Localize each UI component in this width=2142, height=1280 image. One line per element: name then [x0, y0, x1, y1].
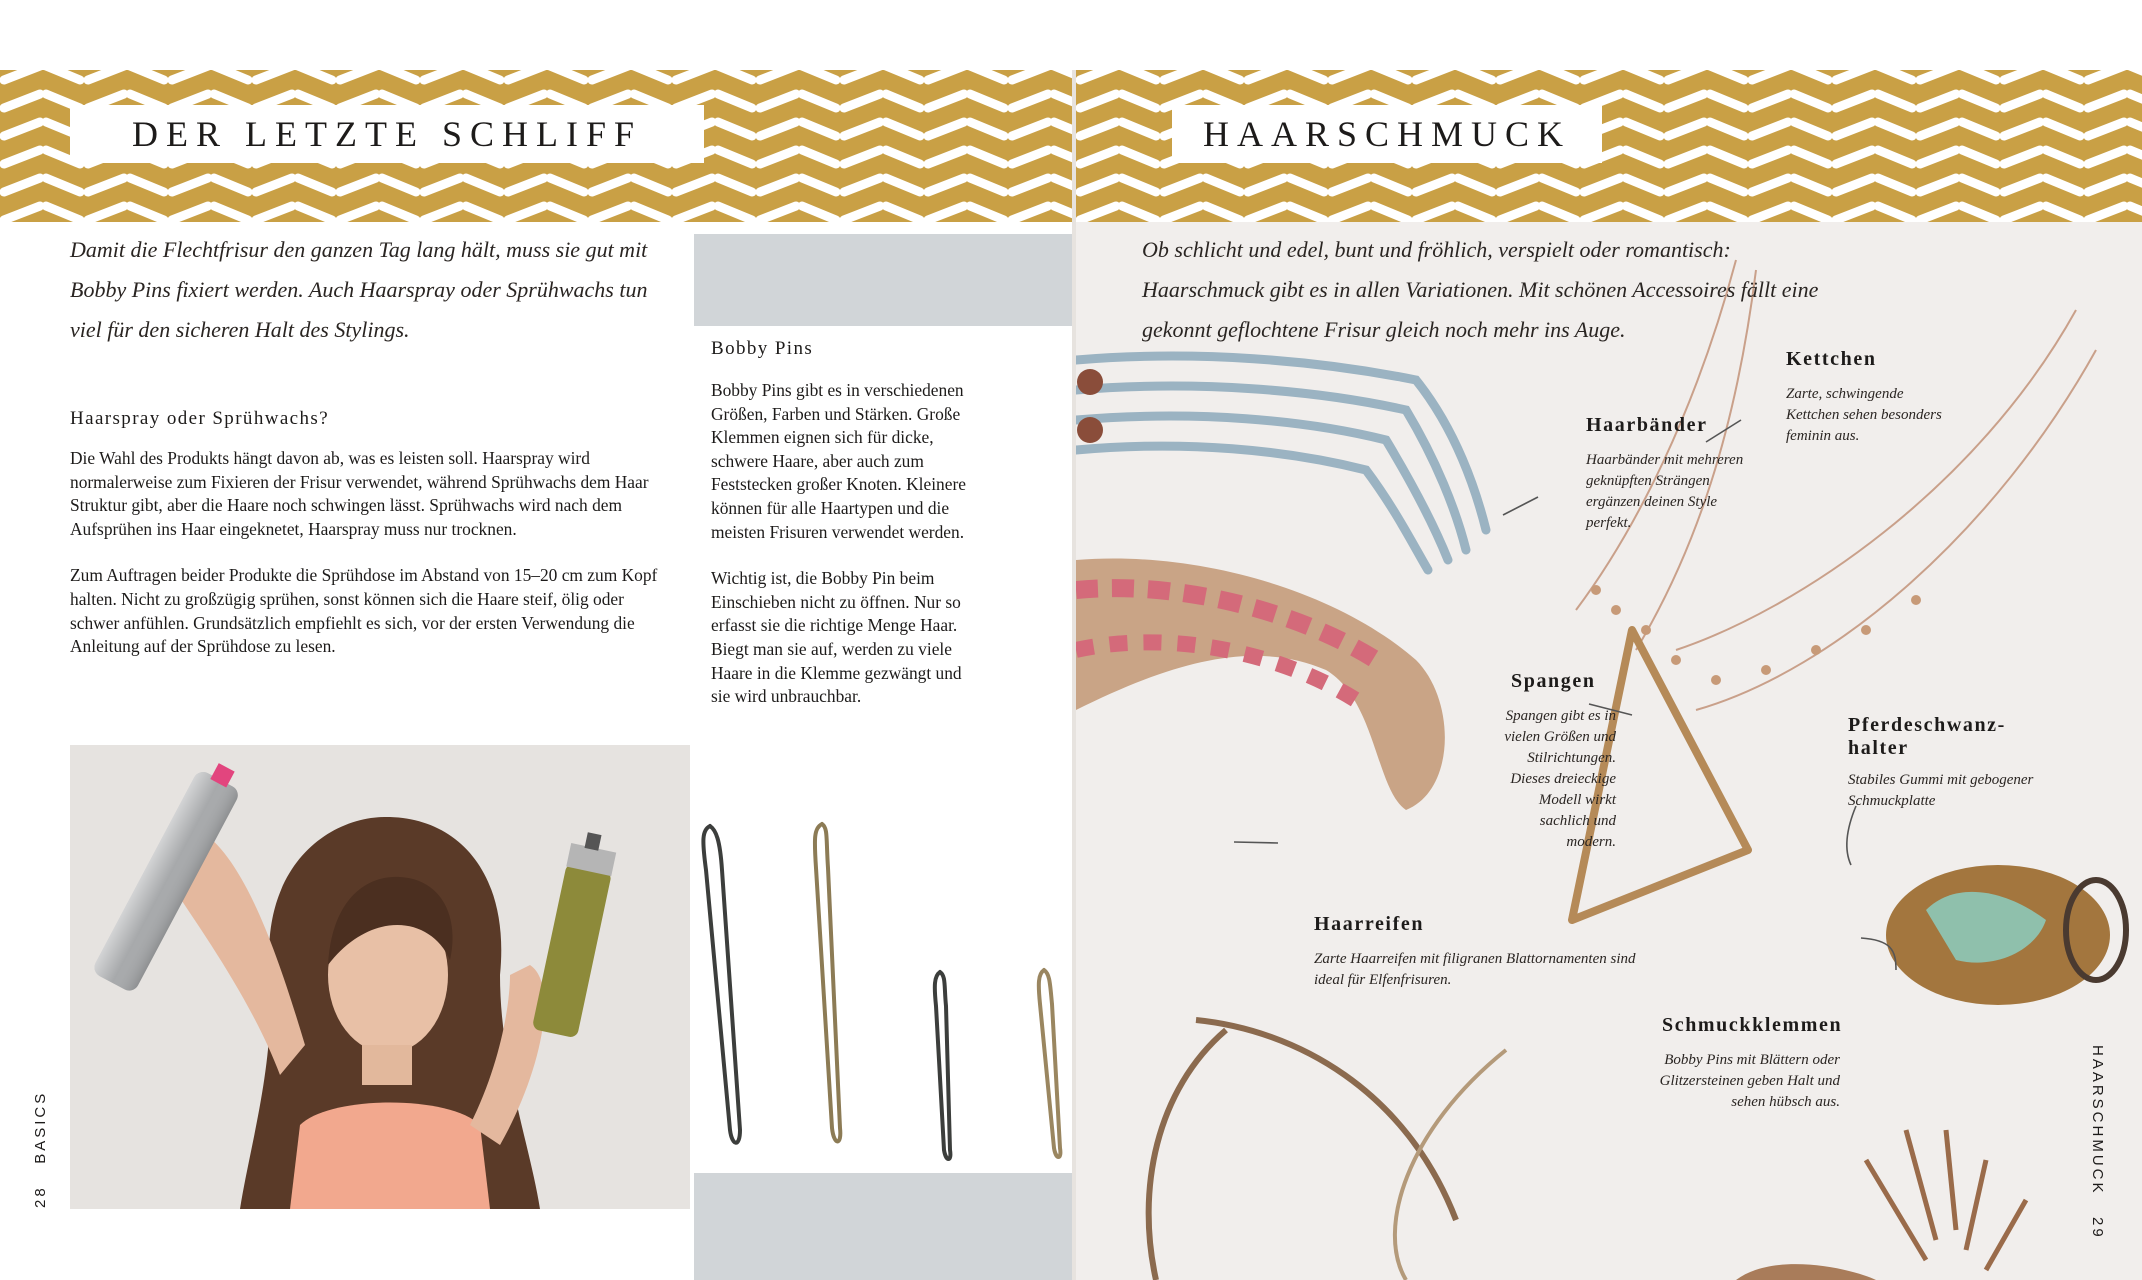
intro-text: Damit die Flechtfrisur den ganzen Tag lang hält, muss sie gut mit Bobby Pins fixiert werden. Auch Haarspray oder Sprühwachs tun viel für den sicheren Halt des Stylings.	[70, 237, 648, 342]
desc-schmuckklemmen: Bobby Pins mit Blättern oder Glitzersteinen geben Halt und sehen hübsch aus.	[1659, 1052, 1840, 1110]
body-text	[70, 447, 670, 659]
page-title: DER LETZTE SCHLIFF	[132, 114, 642, 154]
desc-spangen: Spangen gibt es in vielen Größen und Stilrichtungen. Dieses dreieckige Modell wirkt sachlich und modern.	[1504, 708, 1616, 850]
section-heading: Haarspray oder Sprühwachs?	[70, 408, 330, 429]
desc-pferdeschwanz: Stabiles Gummi mit gebogener Schmuckplatte	[1848, 772, 2034, 809]
sidebar-gray-block	[694, 234, 1072, 326]
desc-haarreifen: Zarte Haarreifen mit filigranen Blattornamenten sind ideal für Elfenfrisuren.	[1314, 951, 1636, 988]
label-spangen: Spangen	[1511, 670, 1596, 692]
bobby-pins-photo	[694, 810, 1072, 1173]
page-number: 28	[32, 1185, 49, 1208]
page-title: HAARSCHMUCK	[1202, 114, 1572, 154]
paragraph: Wichtig ist, die Bobby Pin beim Einschieben nicht zu öffnen. Nur so erfasst sie die richtige Menge Haar. Biegt man sie auf, werden zu viele Haare in die Klemme gezwängt und sie wird unbrauchbar.	[711, 568, 962, 707]
page-folio	[32, 1091, 49, 1208]
page-title-box	[1172, 105, 1602, 163]
right-page	[1076, 70, 2142, 1280]
page-number: 29	[2089, 1217, 2106, 1240]
sidebar-gray-bottom	[694, 1173, 1072, 1280]
paragraph: Die Wahl des Produkts hängt davon ab, was es leisten soll. Haarspray wird normalerweise zum Fixieren der Frisur verwendet, während Sprühwachs dem Haar Struktur gibt, aber die Haare noch schwingen lässt. Sprühwachs wird nach dem Aufsprühen ins Haar eingeknetet, Haarspray muss nur trocknen.	[70, 448, 649, 539]
label-haarreifen: Haarreifen	[1314, 913, 1425, 935]
label-pferdeschwanz: Pferdeschwanz-halter	[1848, 714, 2006, 759]
sidebar-heading: Bobby Pins	[711, 338, 814, 359]
label-schmuckklemmen: Schmuckklemmen	[1662, 1014, 1843, 1036]
left-page	[0, 70, 1072, 1280]
paragraph: Bobby Pins gibt es in verschiedenen Größen, Farben und Stärken. Große Klemmen eignen sich für dicke, schwere Haare, aber auch zum Feststecken großer Knoten. Kleinere können für alle Haartypen und die meisten Frisuren verwendet werden.	[711, 380, 966, 542]
desc-haarbaender: Haarbänder mit mehreren geknüpften Strängen ergänzen deinen Style perfekt.	[1586, 452, 1744, 531]
label-kettchen: Kettchen	[1786, 348, 1877, 370]
hairspray-photo	[70, 745, 690, 1209]
label-haarbaender: Haarbänder	[1586, 414, 1708, 436]
intro-text: Ob schlicht und edel, bunt und fröhlich, verspielt oder romantisch: Haarschmuck gibt es in allen Variationen. Mit schönen Accessoires fällt eine gekonnt geflochtene Frisur gleich noch mehr ins Auge.	[1142, 237, 1819, 342]
page-title-box	[70, 105, 704, 163]
sidebar-text	[711, 379, 973, 709]
page-folio	[2089, 1045, 2106, 1240]
paragraph: Zum Auftragen beider Produkte die Sprühdose im Abstand von 15–20 cm zum Kopf halten. Nicht zu großzügig sprühen, sonst können sich die Haare steif, ölig oder schwer anfühlen. Grundsätzlich empfiehlt es sich, vor der ersten Verwendung die Anleitung auf der Sprühdose zu lesen.	[70, 565, 658, 657]
desc-kettchen: Zarte, schwingende Kettchen sehen besonders feminin aus.	[1786, 386, 1942, 444]
section-name: HAARSCHMUCK	[2089, 1045, 2106, 1196]
section-name: BASICS	[32, 1090, 49, 1164]
